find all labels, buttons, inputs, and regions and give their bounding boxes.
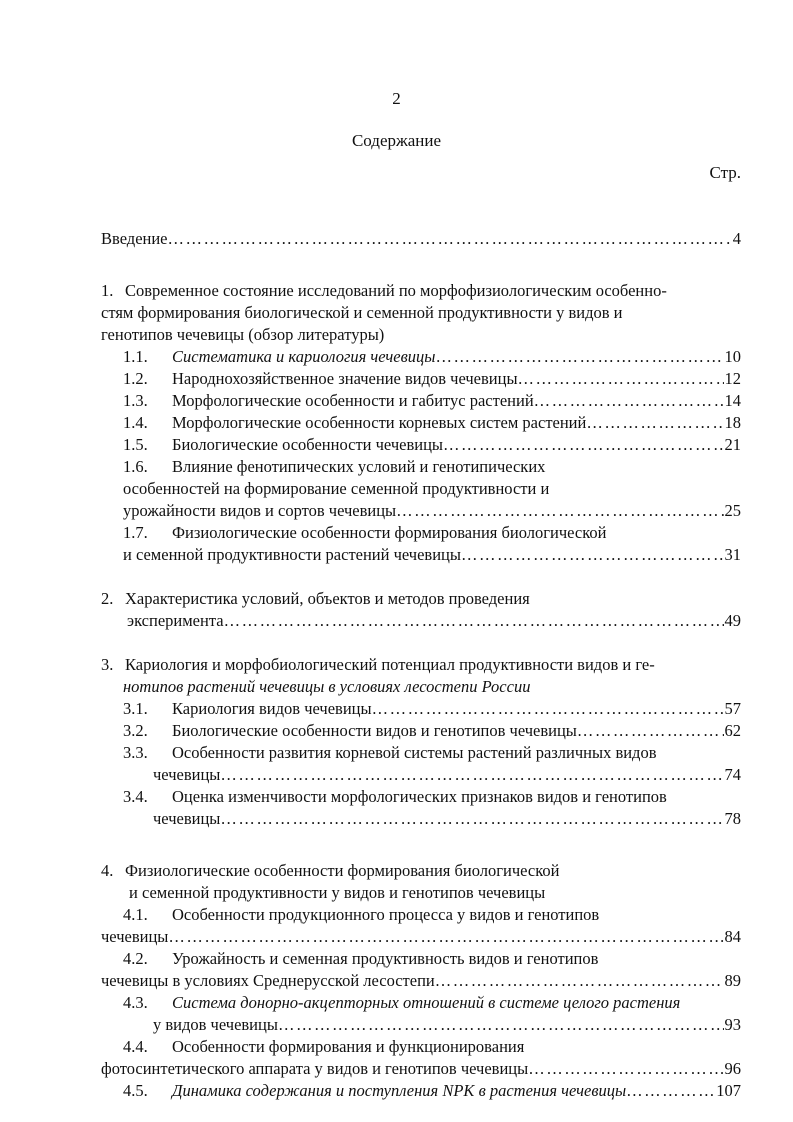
toc-entry-3-3-line-1: 3.3. Особенности развития корневой системы растений различных видов: [123, 743, 657, 762]
page-column-label: Стр.: [709, 163, 741, 182]
toc-entry-4-1-line-1: 4.1. Особенности продукционного процесса у видов и генотипов: [123, 905, 600, 924]
toc-entry-1-5: 1.5. Биологические особенности чечевицы …………………………………………………………………………………………………………………………………………………………………… 21: [101, 434, 741, 456]
table-of-contents: [101, 228, 741, 1102]
toc-entry-3-1: 3.1. Кариология видов чечевицы …………………………………………………………………………………………………………………………………………………………………… 57: [101, 698, 741, 720]
chapter-3-heading-line-2: нотипов растений чечевицы в условиях лесостепи России: [123, 677, 531, 696]
toc-entry-1-7-line-1: 1.7. Физиологические особенности формирования биологической: [123, 523, 607, 542]
chapter-4-heading-line-2: и семенной продуктивности у видов и генотипов чечевицы: [129, 883, 546, 902]
toc-entry-4-3-line-2: у видов чечевицы …………………………………………………………………………………………………………………………………………………………………… 93: [101, 1014, 741, 1036]
chapter-1-heading-line-1: 1. Современное состояние исследований по морфофизиологическим особенно-: [101, 281, 667, 300]
toc-entry-4-5: 4.5. Динамика содержания и поступления NPK в растения чечевицы …………………………………………………………………………………………………………………………………………………………………… 107: [101, 1080, 741, 1102]
page-title: Содержание: [351, 131, 442, 150]
toc-entry-title: Введение: [101, 229, 168, 248]
chapter-2-heading-line-2: эксперимента …………………………………………………………………………………………………………………………………………………………………… 49: [101, 610, 741, 632]
toc-entry-4-2-line-1: 4.2. Урожайность и семенная продуктивность видов и генотипов: [123, 949, 599, 968]
chapter-1-heading-line-2: стям формирования биологической и семенной продуктивности у видов и: [101, 303, 623, 322]
toc-entry-4-1-line-2: чечевицы …………………………………………………………………………………………………………………………………………………………………… 84: [101, 926, 741, 948]
toc-entry-1-1: 1.1. Систематика и кариология чечевицы …………………………………………………………………………………………………………………………………………………………………… 10: [101, 346, 741, 368]
toc-entry-1-6-line-1: 1.6. Влияние фенотипических условий и генотипических: [123, 457, 546, 476]
toc-entry-3-3-line-2: чечевицы …………………………………………………………………………………………………………………………………………………………………… 74: [101, 764, 741, 786]
toc-entry-4-3-line-1: 4.3. Система донорно-акцепторных отношений в системе целого растения: [123, 993, 681, 1012]
chapter-4-heading-line-1: 4. Физиологические особенности формирования биологической: [101, 861, 560, 880]
toc-entry-4-2-line-2: чечевицы в условиях Среднерусской лесостепи …………………………………………………………………………………………………………………………………………………………………… 89: [101, 970, 741, 992]
toc-entry-1-4: 1.4. Морфологические особенности корневых систем растений …………………………………………………………………………………………………………………………………………………………………… 18: [101, 412, 741, 434]
chapter-3-heading-line-1: 3. Кариология и морфобиологический потенциал продуктивности видов и ге-: [101, 655, 655, 674]
toc-entry-3-4-line-2: чечевицы …………………………………………………………………………………………………………………………………………………………………… 78: [101, 808, 741, 830]
chapter-number: 1.: [101, 281, 114, 300]
toc-entry-1-6-line-3: урожайности видов и сортов чечевицы …………………………………………………………………………………………………………………………………………………………………… 25: [101, 500, 741, 522]
toc-entry-1-6-line-2: особенностей на формирование семенной продуктивности и: [123, 479, 550, 498]
toc-entry-1-7-line-2: и семенной продуктивности растений чечевицы …………………………………………………………………………………………………………………………………………………………………… 31: [101, 544, 741, 566]
leader-dots: [168, 228, 732, 250]
toc-page-number: 4: [732, 229, 741, 248]
page-number: 2: [392, 89, 401, 108]
toc-entry-intro: [101, 228, 741, 250]
chapter-2-heading-line-1: 2. Характеристика условий, объектов и методов проведения: [101, 589, 530, 608]
toc-entry-1-2: 1.2. Народнохозяйственное значение видов чечевицы …………………………………………………………………………………………………………………………………………………………………… 12: [101, 368, 741, 390]
toc-entry-4-4-line-2: фотосинтетического аппарата у видов и генотипов чечевицы …………………………………………………………………………………………………………………………………………………………………… 96: [101, 1058, 741, 1080]
toc-entry-3-4-line-1: 3.4. Оценка изменчивости морфологических признаков видов и генотипов: [123, 787, 667, 806]
toc-entry-3-2: 3.2. Биологические особенности видов и генотипов чечевицы …………………………………………………………………………………………………………………………………………………………………… 62: [101, 720, 741, 742]
toc-entry-4-4-line-1: 4.4. Особенности формирования и функционирования: [123, 1037, 525, 1056]
toc-entry-1-3: 1.3. Морфологические особенности и габитус растений …………………………………………………………………………………………………………………………………………………………………… 14: [101, 390, 741, 412]
chapter-1-heading-line-3: генотипов чечевицы (обзор литературы): [101, 325, 385, 344]
